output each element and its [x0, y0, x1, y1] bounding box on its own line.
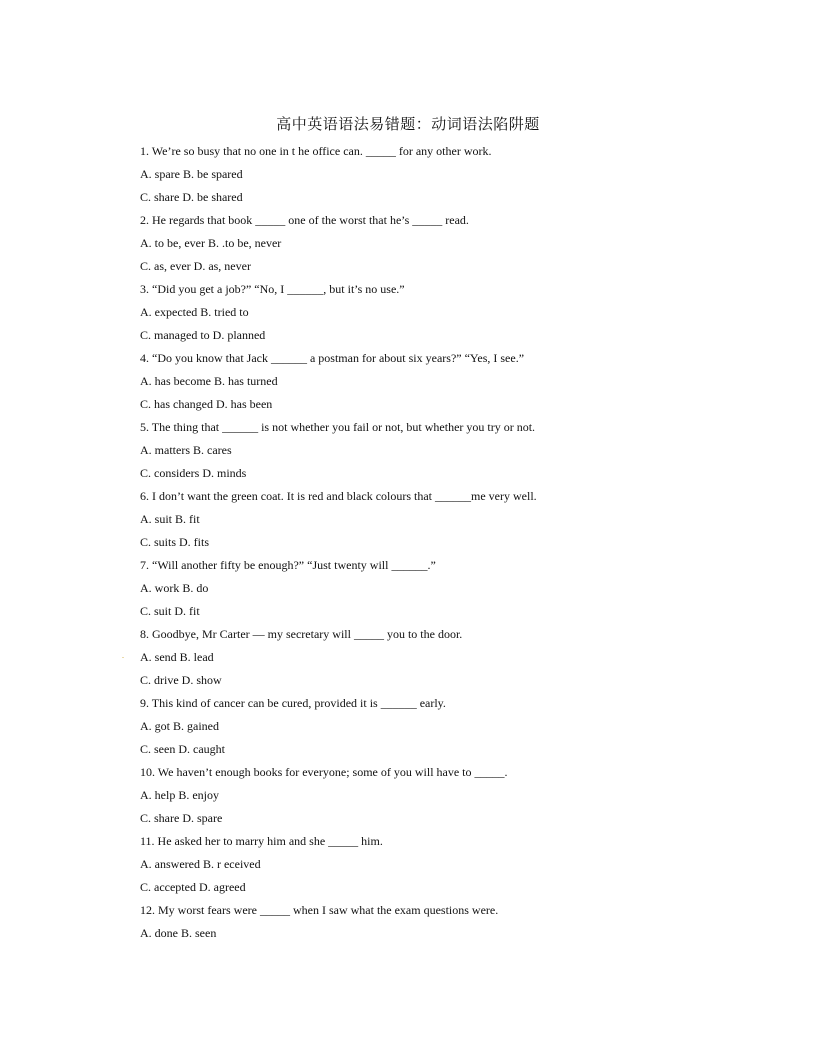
- question-10: 10. We haven’t enough books for everyone; some of you will have to _____.: [140, 765, 508, 779]
- options-4-cd: C. has changed D. has been: [140, 397, 273, 411]
- options-1-cd: C. share D. be shared: [140, 190, 243, 204]
- options-7-cd: C. suit D. fit: [140, 604, 200, 618]
- question-7: 7. “Will another fifty be enough?” “Just twenty will ______.”: [140, 558, 436, 572]
- question-6: 6. I don’t want the green coat. It is red and black colours that ______me very well.: [140, 489, 537, 503]
- options-8-cd: C. drive D. show: [140, 673, 222, 687]
- options-9-cd: C. seen D. caught: [140, 742, 225, 756]
- options-2-cd: C. as, ever D. as, never: [140, 259, 251, 273]
- options-7-ab: A. work B. do: [140, 581, 209, 595]
- question-1: 1. We’re so busy that no one in t he office can. _____ for any other work.: [140, 144, 492, 158]
- options-10-cd: C. share D. spare: [140, 811, 223, 825]
- question-8: 8. Goodbye, Mr Carter — my secretary will _____ you to the door.: [140, 627, 463, 641]
- question-4: 4. “Do you know that Jack ______ a postman for about six years?” “Yes, I see.”: [140, 351, 525, 365]
- options-6-cd: C. suits D. fits: [140, 535, 210, 549]
- options-9-ab: A. got B. gained: [140, 719, 219, 733]
- question-12: 12. My worst fears were _____ when I saw what the exam questions were.: [140, 903, 499, 917]
- options-8-ab: A. send B. lead: [140, 650, 214, 664]
- options-6-ab: A. suit B. fit: [140, 512, 200, 526]
- options-3-cd: C. managed to D. planned: [140, 328, 266, 342]
- options-2-ab: A. to be, ever B. .to be, never: [140, 236, 282, 250]
- options-5-cd: C. considers D. minds: [140, 466, 247, 480]
- question-5: 5. The thing that ______ is not whether you fail or not, but whether you try or not.: [140, 420, 536, 434]
- options-12-ab: A. done B. seen: [140, 926, 217, 940]
- options-11-ab: A. answered B. r eceived: [140, 857, 261, 871]
- options-5-ab: A. matters B. cares: [140, 443, 232, 457]
- options-1-ab: A. spare B. be spared: [140, 167, 243, 181]
- options-11-cd: C. accepted D. agreed: [140, 880, 246, 894]
- question-list: [140, 141, 700, 946]
- options-4-ab: A. has become B. has turned: [140, 374, 278, 388]
- stray-mark: .: [122, 651, 124, 660]
- options-3-ab: A. expected B. tried to: [140, 305, 249, 319]
- page-title: 高中英语语法易错题：动词语法陷阱题: [276, 115, 540, 133]
- question-2: 2. He regards that book _____ one of the worst that he’s _____ read.: [140, 213, 469, 227]
- question-3: 3. “Did you get a job?” “No, I ______, but it’s no use.”: [140, 282, 405, 296]
- question-11: 11. He asked her to marry him and she _____ him.: [140, 834, 383, 848]
- question-9: 9. This kind of cancer can be cured, provided it is ______ early.: [140, 696, 446, 710]
- options-10-ab: A. help B. enjoy: [140, 788, 219, 802]
